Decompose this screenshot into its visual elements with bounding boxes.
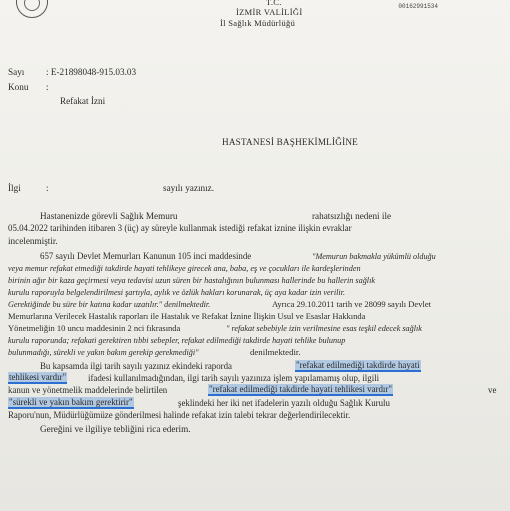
p2-line7a: Yönetmeliğin 10 uncu maddesinin 2 nci fıkrasında: [8, 323, 181, 333]
p3-highlight-1a: "refakat edilmediği takdirde hayati: [296, 360, 420, 370]
ilgi-suffix: sayılı yazınız.: [163, 183, 215, 193]
header-valilik: İZMİR VALİLİĞİ: [236, 7, 303, 17]
p3-line4b: şeklindeki her iki net ifadelerin yazılı olduğu Sağlık Kurulu: [178, 398, 390, 408]
p2-line1a: 657 sayılı Devlet Memurları Kanunun 105 inci maddesinde: [40, 251, 252, 261]
konu-value: Refakat İzni: [60, 96, 106, 106]
sayi-label: Sayı: [8, 67, 25, 77]
document-number: 00162991534: [398, 3, 438, 10]
p1-line1b: rahatsızlığı nedeni ile: [312, 211, 392, 221]
p2-line2: veya memur refakat etmediği takdirde hayati tehlikeye girecek ana, baba, eş ve çocukları ile kardeşlerinden: [8, 264, 361, 273]
p2-line9a: bulunmadığı, sürekli ve yakın bakım gerekip gerekmediği": [8, 348, 199, 357]
p2-line4: kurulu raporuyla belgelendirilmesi şartıyla, aylık ve özlük hakları korunarak, üç aya kadar izin verilir.: [8, 288, 345, 297]
ilgi-colon: :: [46, 183, 49, 193]
p1-line3: incelenmiştir.: [8, 236, 58, 246]
ministry-seal-logo: [16, 0, 48, 18]
p3-highlight-3: "sürekli ve yakın bakım gerektirir": [9, 397, 133, 407]
p2-line8: kurulu raporunda; refakati gerektiren tıbbi sebepler, refakat edilmediği takdirde hayati tehlike bulunup: [8, 336, 346, 345]
konu-colon: :: [46, 82, 49, 92]
p2-line1b: "Memurun bakmakla yükümlü olduğu: [312, 252, 436, 261]
header-tc: T.C.: [266, 0, 282, 7]
p1-line1a: Hastanenizde görevli Sağlık Memuru: [40, 211, 178, 221]
p2-line5b: Ayrıca 29.10.2011 tarih ve 28099 sayılı Devlet: [272, 299, 431, 309]
sayi-value: : E-21898048-915.03.03: [46, 67, 137, 77]
p3-line2b: ifadesi kullanılmadığından, ilgi tarih sayılı yazınıza işlem yapılamamış olup, ilgili: [88, 373, 380, 383]
p3-highlight-2: "refakat edilmediği takdirde hayati tehlikesi vardır": [209, 384, 392, 394]
p2-line9b: denilmektedir.: [250, 347, 301, 357]
konu-label: Konu: [8, 82, 29, 92]
p2-line7b: " refakat sebebiyle izin verilmesine esas teşkil edecek sağlık: [226, 324, 422, 333]
p2-line3: birinin ağır bir kaza geçirmesi veya tedavisi uzun süren bir hastalığının bulunması hallerinde bu hallerin sağlık: [8, 276, 375, 285]
p3-highlight-1b: tehlikesi vardır": [9, 372, 67, 382]
ilgi-label: İlgi: [8, 183, 21, 193]
header-mudurluk: İl Sağlık Müdürlüğü: [220, 18, 296, 28]
p3-line3a: kanun ve yönetmelik maddelerinde belirtilen: [8, 385, 168, 395]
p3-line1a: Bu kapsamda ilgi tarih sayılı yazınız ekindeki raporda: [40, 361, 232, 371]
p3-line5: Raporu'nun, Müdürlüğümüze gönderilmesi halinde refakat izin talebi tekrar değerlendirilecektir.: [8, 410, 351, 420]
p2-line6: Memurlarına Verilecek Hastalık raporları ile Hastalık ve Refakat İznine İlişkin Usul ve Esaslar Hakkında: [8, 311, 366, 321]
recipient-title: HASTANESİ BAŞHEKİMLİĞİNE: [222, 137, 358, 147]
p4-closing: Gereğini ve ilgiliye tebliğini rica ederim.: [40, 424, 191, 434]
p2-line5a: Gerektiğinde bu süre bir katına kadar uzatılır." denilmektedir.: [8, 300, 211, 309]
p3-line3c: ve: [488, 385, 497, 395]
p1-line2: 05.04.2022 tarihinden itibaren 3 (üç) ay süreyle kullanmak istediği refakat iznine ilişkin evraklar: [8, 223, 352, 233]
